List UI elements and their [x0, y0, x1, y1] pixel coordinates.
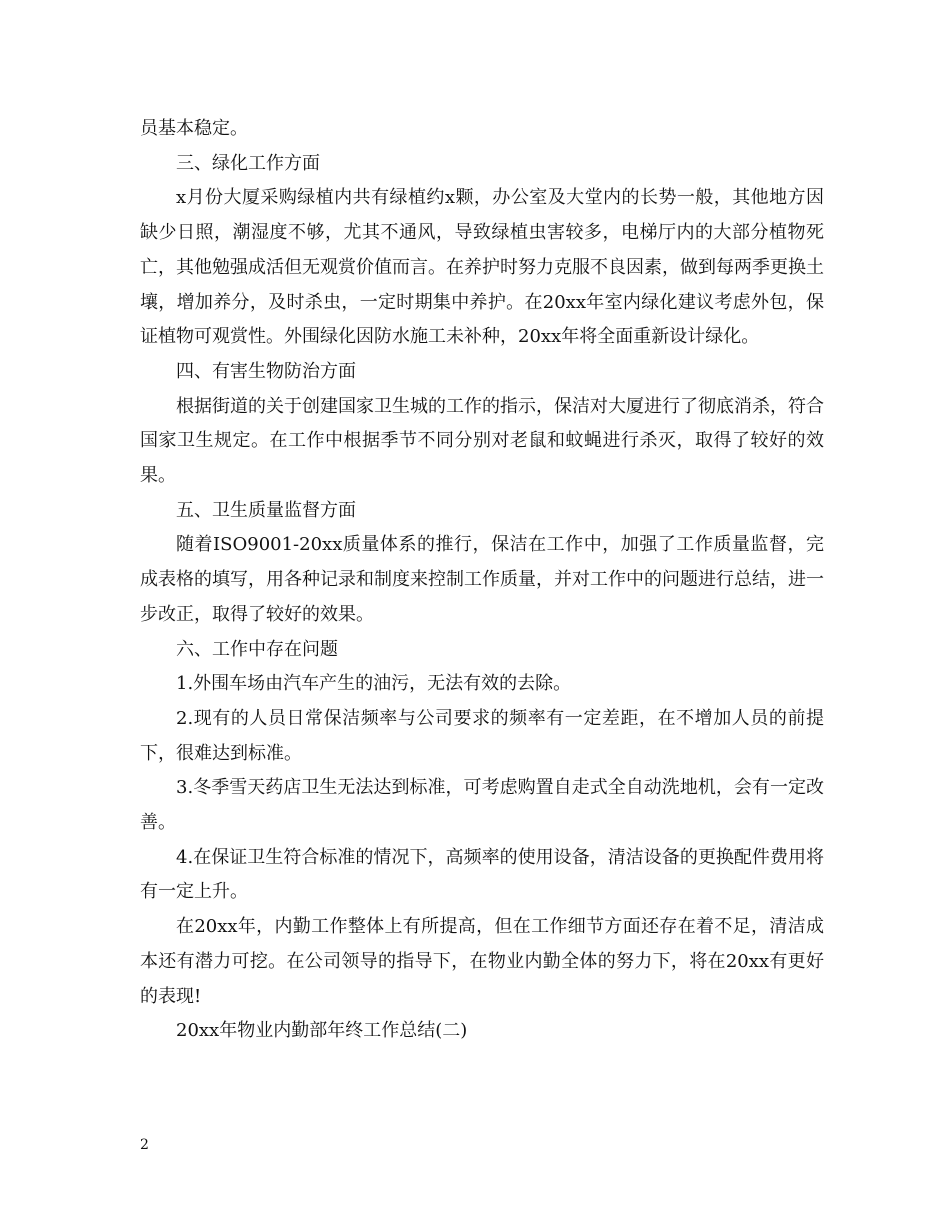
page-number: 2 [140, 1137, 149, 1153]
heading-quality-supervision: 五、卫生质量监督方面 [176, 499, 356, 521]
paragraph-greening-details: x月份大厦采购绿植内共有绿植约x颗，办公室及大堂内的长势一般，其他地方因缺少日照，潮湿度不够，尤其不通风，导致绿植虫害较多，电梯厅内的大部分植物死亡，其他勉强成活但无观赏价值而言。在养护时努力克服不良因素，做到每两季更换土壤，增加养分，及时杀虫，一定时期集中养护。在20xx年室内绿化建议考虑外包，保证植物可观赏性。外围绿化因防水施工未补种，20xx年将全面重新设计绿化。 [140, 187, 824, 348]
paragraph-staff-stable: 员基本稳定。 [140, 118, 248, 139]
list-item-problem-1: 1.外围车场由汽车产生的油污，无法有效的去除。 [176, 673, 572, 695]
heading-pest-control: 四、有害生物防治方面 [176, 360, 356, 382]
paragraph-conclusion: 在20xx年，内勤工作整体上有所提高，但在工作细节方面还存在着不足，清洁成本还有潜力可挖。在公司领导的指导下，在物业内勤全体的努力下，将在20xx有更好的表现! [140, 916, 824, 1007]
list-item-problem-2: 2.现有的人员日常保洁频率与公司要求的频率有一定差距，在不增加人员的前提下，很难达到标准。 [140, 707, 824, 764]
list-item-problem-4: 4.在保证卫生符合标准的情况下，高频率的使用设备，清洁设备的更换配件费用将有一定上升。 [140, 846, 824, 903]
document-body [140, 112, 824, 1049]
heading-existing-problems: 六、工作中存在问题 [176, 638, 338, 660]
paragraph-pest-control-details: 根据街道的关于创建国家卫生城的工作的指示，保洁对大厦进行了彻底消杀，符合国家卫生规定。在工作中根据季节不同分别对老鼠和蚊蝇进行杀灭，取得了较好的效果。 [140, 395, 824, 487]
heading-greening-work: 三、绿化工作方面 [176, 152, 320, 174]
list-item-problem-3: 3.冬季雪天药店卫生无法达到标准，可考虑购置自走式全自动洗地机，会有一定改善。 [140, 777, 824, 834]
section-title-part-two: 20xx年物业内勤部年终工作总结(二) [176, 1020, 468, 1042]
paragraph-quality-supervision-details: 随着ISO9001-20xx质量体系的推行，保洁在工作中，加强了工作质量监督，完成表格的填写，用各种记录和制度来控制工作质量，并对工作中的问题进行总结，进一步改正，取得了较好的效果。 [140, 534, 824, 625]
